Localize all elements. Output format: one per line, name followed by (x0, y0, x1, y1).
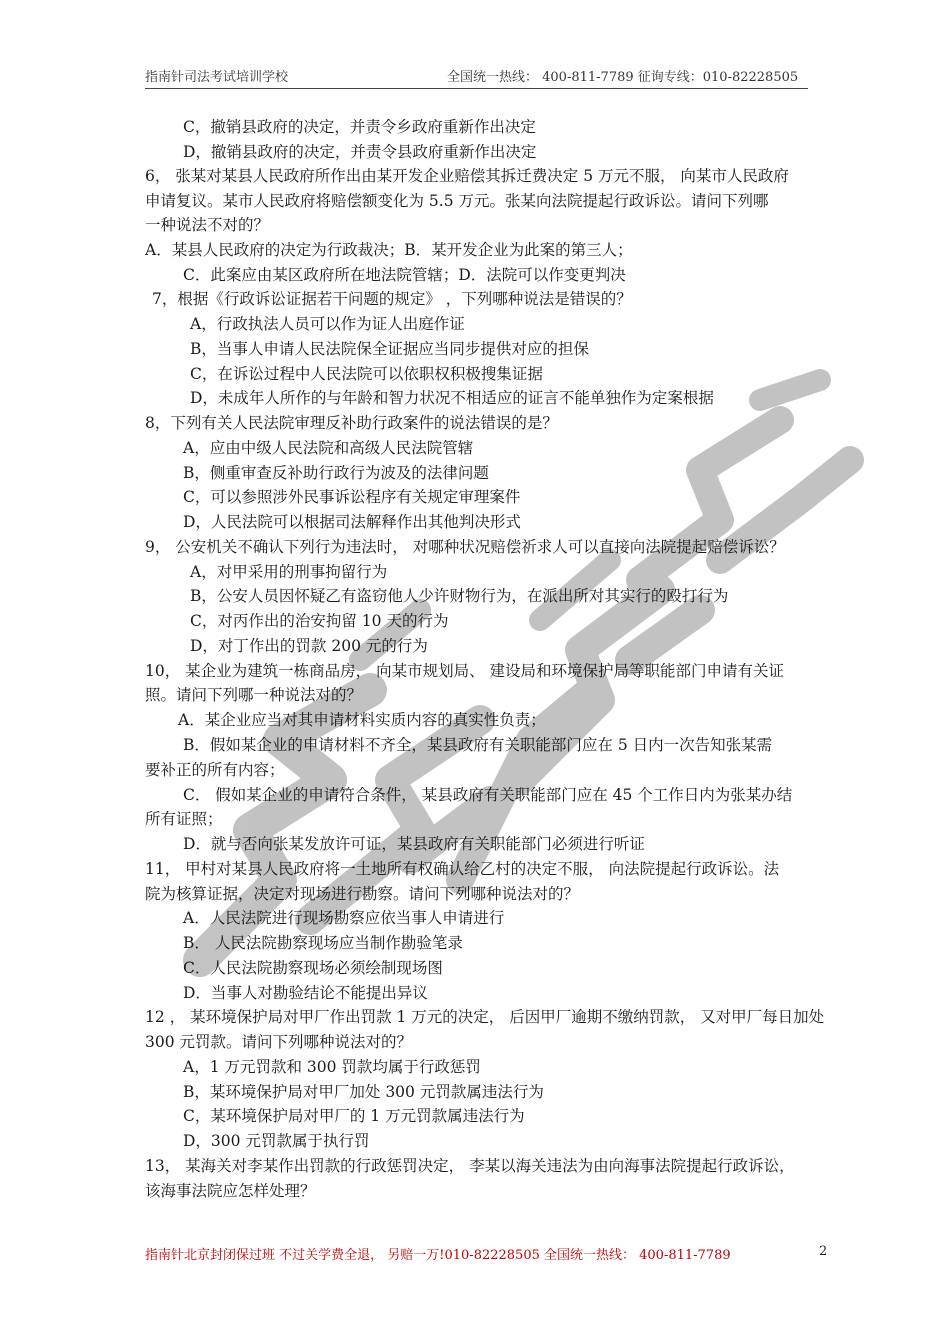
text-line: 13， 某海关对李某作出罚款的行政惩罚决定， 李某以海关违法为由向海事法院提起行政诉讼， (145, 1157, 795, 1175)
text-line: C，某环境保护局对甲厂的 1 万元罚款属违法行为 (183, 1107, 525, 1125)
text-line: B． 人民法院勘察现场应当制作勘验笔录 (183, 934, 463, 952)
text-line: 该海事法院应怎样处理？ (145, 1182, 316, 1200)
text-line: 一种说法不对的？ (145, 216, 270, 234)
page-number: 2 (819, 1244, 828, 1259)
text-line: 12 ， 某环境保护局对甲厂作出罚款 1 万元的决定， 后因甲厂逾期不缴纳罚款， 又对甲厂每日加处 (145, 1008, 825, 1026)
text-line: 申请复议。某市人民政府将赔偿额变化为 5.5 万元。张某向法院提起行政诉讼。请问下列哪 (145, 192, 769, 210)
text-line: B，公安人员因怀疑乙有盗窃他人少许财物行为，在派出所对其实行的殴打行为 (190, 587, 729, 605)
text-line: A，应由中级人民法院和高级人民法院管辖 (183, 439, 474, 457)
text-line: C． 假如某企业的申请符合条件， 某县政府有关职能部门应在 45 个工作日内为张某办结 (183, 786, 793, 804)
text-line: D，未成年人所作的与年龄和智力状况不相适应的证言不能单独作为定案根据 (190, 389, 714, 407)
text-line: 照。请问下列哪一种说法对的？ (145, 686, 363, 704)
text-line: C．人民法院勘察现场必须绘制现场图 (183, 959, 443, 977)
text-line: D，300 元罚款属于执行罚 (183, 1132, 370, 1150)
text-line: C．此案应由某区政府所在地法院管辖；D．法院可以作变更判决 (183, 266, 626, 284)
footer-advert: 指南针北京封闭保过班 不过关学费全退， 另赔一万!010-82228505 全国统一热线： 400-811-7789 (145, 1248, 731, 1263)
text-line: D，撤销县政府的决定，并责令县政府重新作出决定 (183, 143, 537, 161)
text-line: A．人民法院进行现场勘察应依当事人申请进行 (183, 909, 505, 927)
text-line: 所有证照； (145, 810, 223, 828)
text-line: A，行政执法人员可以作为证人出庭作证 (190, 315, 465, 333)
text-line: D，人民法院可以根据司法解释作出其他判决形式 (183, 513, 521, 531)
page-footer (145, 1244, 835, 1263)
text-line: 院为核算证据，决定对现场进行勘察。请问下列哪种说法对的？ (145, 885, 580, 903)
text-line: D．就与否向张某发放许可证，某县政府有关职能部门必须进行听证 (183, 835, 645, 853)
text-line: 8，下列有关人民法院审理反补助行政案件的说法错误的是？ (145, 414, 558, 432)
text-line: A．某企业应当对其申请材料实质内容的真实性负责； (178, 711, 546, 729)
text-line: B，某环境保护局对甲厂加处 300 元罚款属违法行为 (183, 1083, 544, 1101)
text-line: C，撤销县政府的决定，并责令乡政府重新作出决定 (183, 118, 536, 136)
text-line: C，可以参照涉外民事诉讼程序有关规定审理案件 (183, 488, 521, 506)
text-line: 300 元罚款。请问下列哪种说法对的？ (145, 1033, 413, 1051)
text-line: C，对丙作出的治安拘留 10 天的行为 (190, 612, 449, 630)
text-line: 要补正的所有内容； (145, 761, 285, 779)
page-header (145, 66, 808, 89)
text-line: B，侧重审查反补助行政行为波及的法律问题 (183, 464, 489, 482)
text-line: B．假如某企业的申请材料不齐全，某县政府有关职能部门应在 5 日内一次告知张某需 (183, 736, 773, 754)
text-line: A．某县人民政府的决定为行政裁决；B．某开发企业为此案的第三人； (145, 241, 633, 259)
text-line: 10， 某企业为建筑一栋商品房， 向某市规划局、 建设局和环境保护局等职能部门申请有关证 (145, 662, 785, 680)
text-line: 9， 公安机关不确认下列行为违法时， 对哪种状况赔偿祈求人可以直接向法院提起赔偿诉讼？ (145, 538, 785, 556)
text-line: A，对甲采用的刑事拘留行为 (190, 563, 388, 581)
text-line: 6， 张某对某县人民政府所作出由某开发企业赔偿其拆迁费决定 5 万元不服， 向某市人民政府 (145, 167, 789, 185)
school-name: 指南针司法考试培训学校 (145, 70, 289, 85)
text-line: D，对丁作出的罚款 200 元的行为 (190, 637, 428, 655)
text-line: C，在诉讼过程中人民法院可以依职权积极搜集证据 (190, 365, 543, 383)
text-line: D．当事人对勘验结论不能提出异议 (183, 984, 428, 1002)
header-hotline: 全国统一热线： 400-811-7789 征询专线：010-82228505 (447, 70, 799, 85)
text-line: B，当事人申请人民法院保全证据应当同步提供对应的担保 (190, 340, 589, 358)
text-line: A，1 万元罚款和 300 罚款均属于行政惩罚 (183, 1058, 481, 1076)
text-line: 7，根据《行政诉讼证据若干问题的规定》 ，下列哪种说法是错误的？ (152, 290, 632, 308)
text-line: 11， 甲村对某县人民政府将一土地所有权确认给乙村的决定不服， 向法院提起行政诉讼。法 (145, 860, 780, 878)
